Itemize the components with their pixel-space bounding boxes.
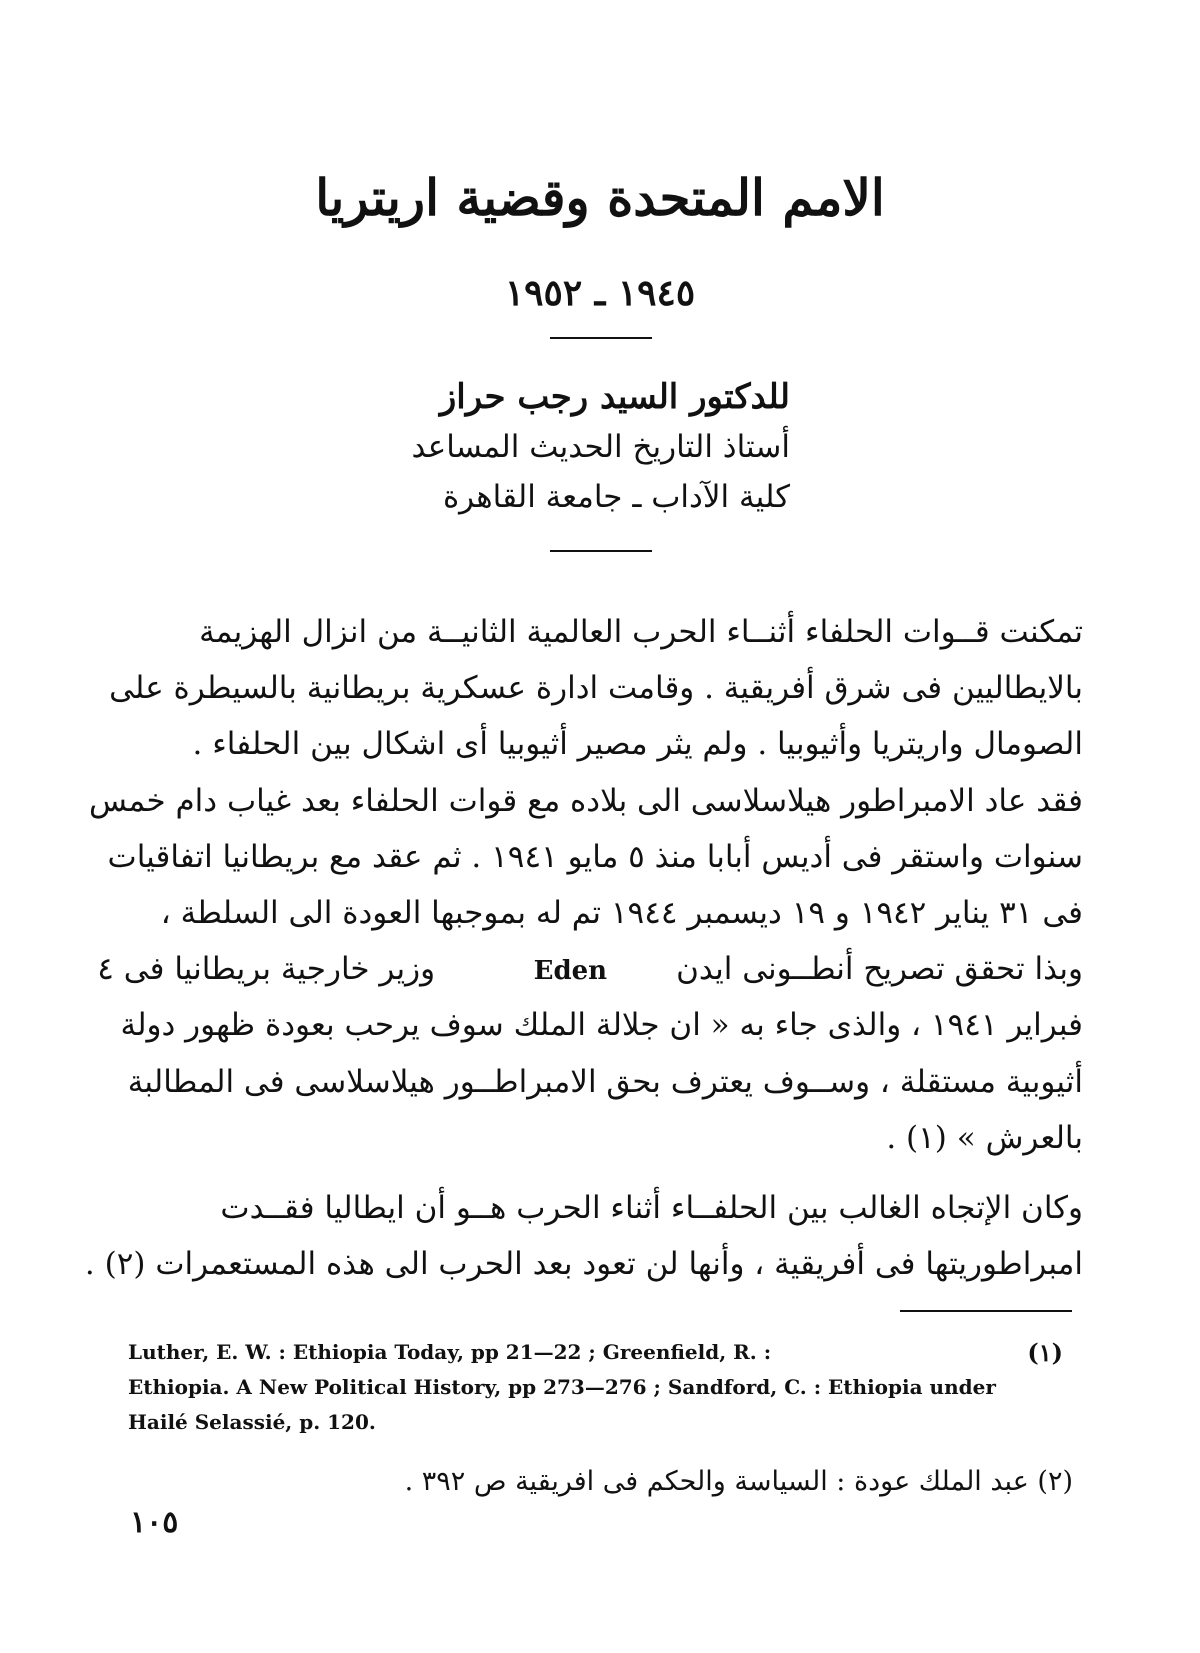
paragraph-line: امبراطوريتها فى أفريقية ، وأنها لن تعود بعد الحرب الى هذه المستعمرات (٢) . (84, 1246, 1083, 1283)
paragraph-line: بالعرش » (١) . (886, 1119, 1083, 1156)
footnote-1-line: Luther, E. W. : Ethiopia Today, pp 21—22 ; Greenfield, R. : (128, 1340, 772, 1364)
paragraph-line: الصومال واريتريا وأثيوبيا . ولم يثر مصير أثيوبيا أى اشكال بين الحلفاء . (192, 726, 1083, 763)
footnote-1 (128, 1335, 1083, 1440)
footnote-divider (900, 1310, 1072, 1312)
paragraph-line-eden (97, 941, 1083, 997)
paragraph-line: فى ٣١ يناير ١٩٤٢ و ١٩ ديسمبر ١٩٤٤ تم له بموجبها العودة الى السلطة ، (160, 894, 1083, 931)
eden-line-before: وبذا تحقق تصريح أنطــونى ايدن (676, 951, 1083, 988)
article-title: الامم المتحدة وقضية اريتريا (315, 168, 885, 227)
paragraph-line: أثيوبية مستقلة ، وســوف يعترف بحق الامبراطــور هيلاسلاسى فى المطالبة (127, 1063, 1083, 1100)
paragraph-line: فقد عاد الامبراطور هيلاسلاسى الى بلاده مع قوات الحلفاء بعد غياب دام خمس (89, 782, 1083, 819)
paragraph-1 (89, 604, 1083, 1166)
paragraph-2 (84, 1180, 1083, 1292)
paragraph-line: فبراير ١٩٤١ ، والذى جاء به « ان جلالة الملك سوف يرحب بعودة ظهور دولة (120, 1007, 1083, 1044)
footnote-1-line: Hailé Selassié, p. 120. (128, 1410, 376, 1434)
paragraph-line: بالايطاليين فى شرق أفريقية . وقامت ادارة عسكرية بريطانية بالسيطرة على (109, 670, 1083, 707)
author-block (290, 372, 790, 522)
author-affiliation: كلية الآداب ـ جامعة القاهرة (442, 479, 790, 515)
footnote-1-line: Ethiopia. A New Political History, pp 273—276 ; Sandford, C. : Ethiopia under (128, 1375, 996, 1399)
page-number: ١٠٥ (130, 1505, 179, 1540)
eden-latin: Eden (533, 956, 608, 987)
divider-middle (550, 550, 652, 552)
footnote-1-marker: (١) (1027, 1338, 1063, 1367)
divider-top (550, 337, 652, 339)
author-name: للدكتور السيد رجب حراز (439, 377, 790, 417)
article-years: ١٩٤٥ ـ ١٩٥٢ (504, 272, 696, 314)
paragraph-line: وكان الإتجاه الغالب بين الحلفــاء أثناء الحرب هــو أن ايطاليا فقــدت (220, 1190, 1083, 1226)
paragraph-line: سنوات واستقر فى أديس أبابا منذ ٥ مايو ١٩٤١ . ثم عقد مع بريطانيا اتفاقيات (107, 838, 1083, 875)
eden-line-after: وزير خارجية بريطانيا فى ٤ (97, 951, 436, 988)
footnote-2: (٢) عبد الملك عودة : السياسة والحكم فى افريقية ص ٣٩٢ . (404, 1466, 1073, 1497)
footnotes (128, 1335, 1083, 1506)
author-position: أستاذ التاريخ الحديث المساعد (411, 429, 790, 465)
paragraph-line: تمكنت قــوات الحلفاء أثنــاء الحرب العالمية الثانيــة من انزال الهزيمة (199, 614, 1083, 650)
